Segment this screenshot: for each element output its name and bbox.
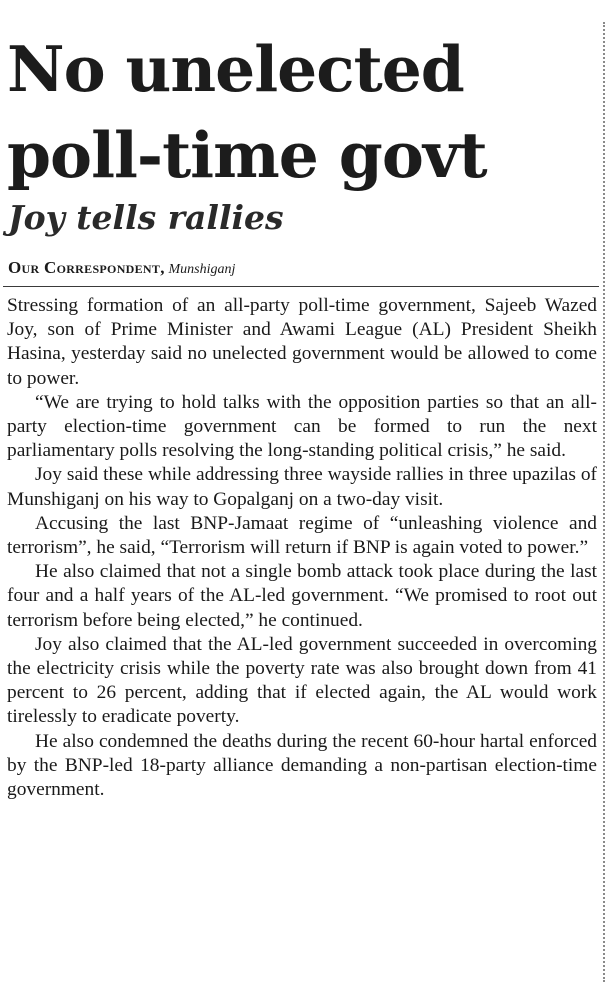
article-paragraph: Stressing formation of an all-party poll-time government, Sajeeb Wazed Joy, son of Prime Minister and Awami League (AL) President Sheikh Hasina, yesterday said no unelected government would be allowed to come to power.: [7, 295, 597, 389]
byline-rule: [3, 286, 599, 287]
article-paragraph: He also condemned the deaths during the recent 60-hour hartal enforced by the BNP-led 18-party alliance demanding a non-partisan election-time government.: [7, 730, 597, 801]
byline-location: Munshiganj: [168, 262, 236, 277]
byline: [8, 257, 235, 281]
article-paragraph: He also claimed that not a single bomb attack took place during the last four and a half years of the AL-led government. “We promised to root out terrorism before being elected,” he continued.: [7, 561, 597, 631]
article-paragraph: Accusing the last BNP-Jamaat regime of “unleashing violence and terrorism”, he said, “Terrorism will return if BNP is again voted to power.”: [7, 512, 597, 559]
article-body: [7, 294, 597, 802]
subheadline: Joy tells rallies: [8, 198, 284, 237]
column-divider-dotted: [603, 22, 605, 982]
headline: No unelected poll-time govt: [7, 32, 487, 192]
article-paragraph: Joy also claimed that the AL-led government succeeded in overcoming the electricity crisis while the poverty rate was also brought down from 41 percent to 26 percent, adding that if elected again, the AL would work tirelessly to eradicate poverty.: [7, 633, 597, 728]
article-paragraph: Joy said these while addressing three wayside rallies in three upazilas of Munshiganj on his way to Gopalganj on a two-day visit.: [7, 464, 597, 510]
byline-author: Our Correspondent,: [8, 258, 165, 277]
article-paragraph: “We are trying to hold talks with the opposition parties so that an all-party election-time government can be formed to run the next parliamentary polls resolving the long-standing political crisis,” he said.: [7, 391, 597, 462]
